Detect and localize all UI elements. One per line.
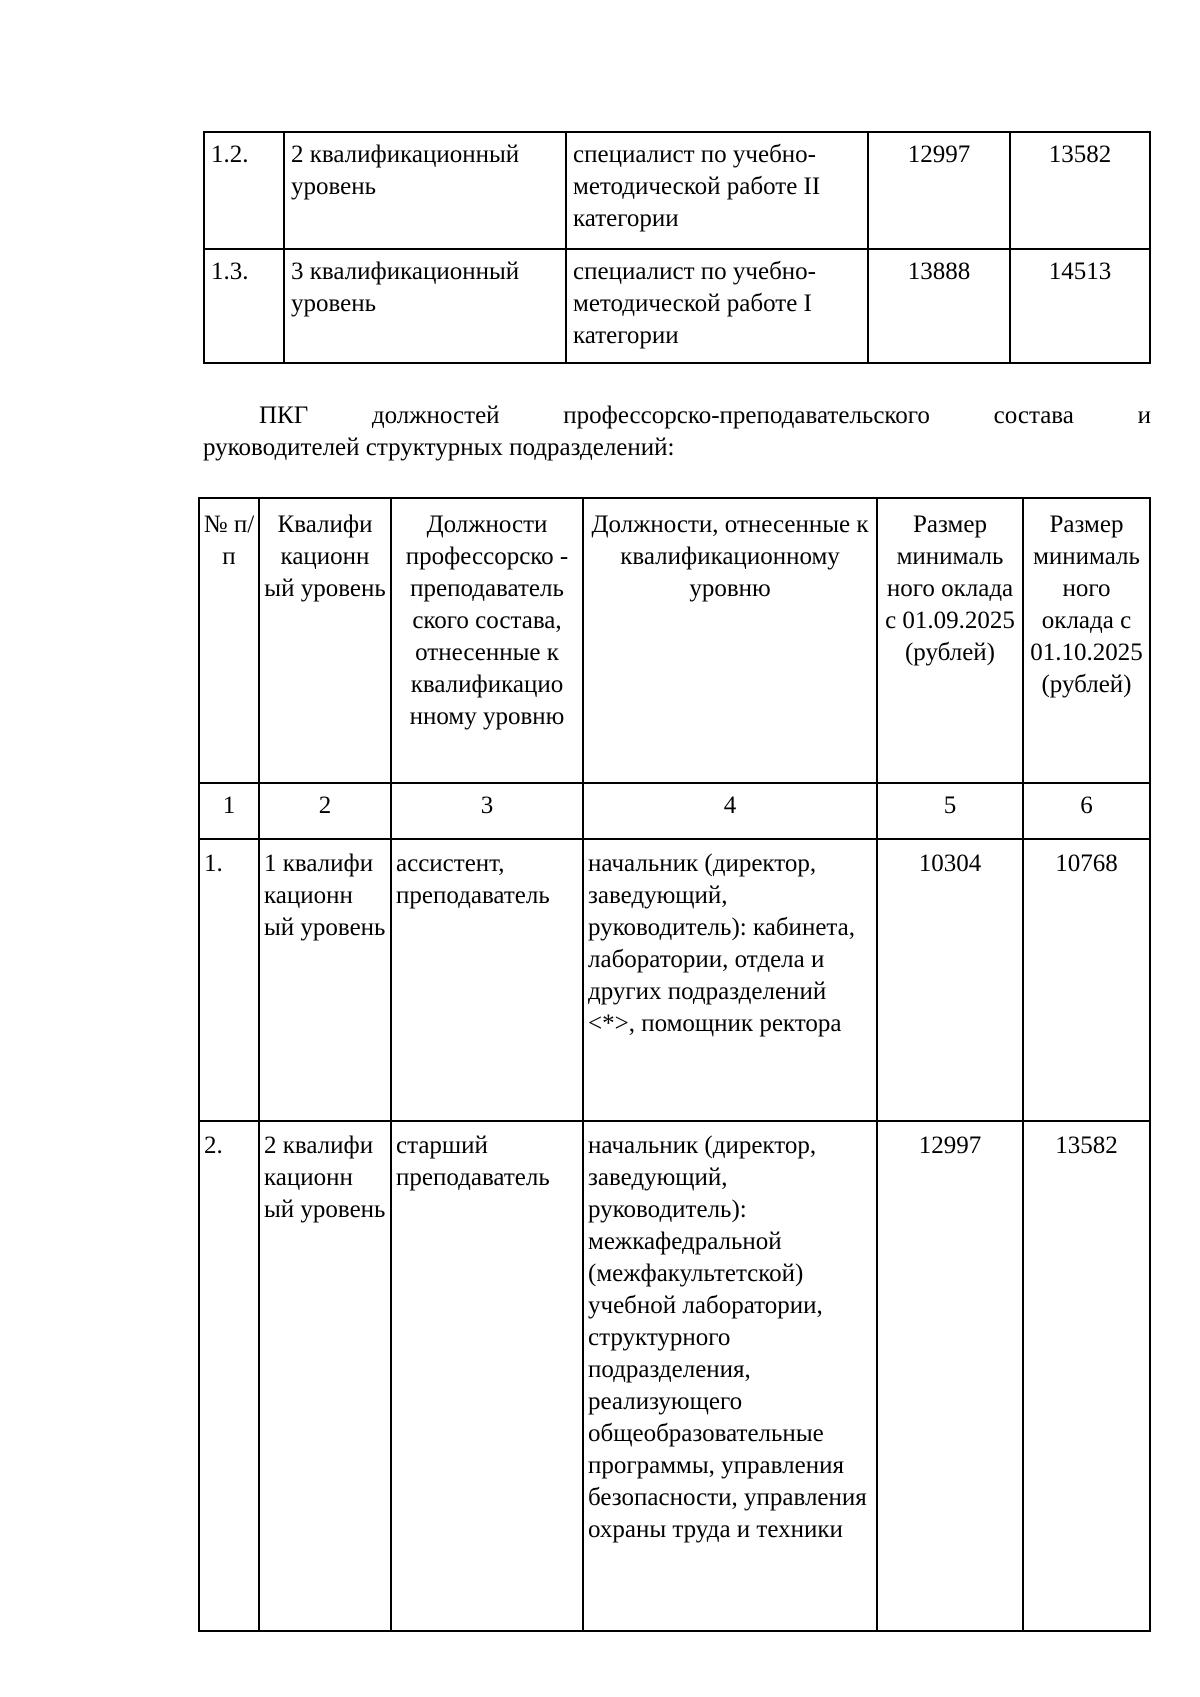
pps-positions: ассистент, преподаватель xyxy=(391,839,583,1121)
paragraph-line-1 xyxy=(203,400,1151,432)
qualification-level: 2 квалификационный уровень xyxy=(284,132,566,249)
header-salary-oct: Размер минималь ного оклада с 01.10.2025 (рублей) xyxy=(1023,498,1150,783)
qualification-level: 2 квалифи кационн ый уровень xyxy=(259,1121,391,1631)
column-index: 6 xyxy=(1023,783,1150,839)
column-index: 1 xyxy=(199,783,259,839)
row-number: 1. xyxy=(199,839,259,1121)
row-number: 2. xyxy=(199,1121,259,1631)
salary-sep: 10304 xyxy=(877,839,1023,1121)
related-positions: начальник (директор, заведующий, руководитель): межкафедральной (межфакультетской) учебной лаборатории, структурного подразделения, реализующего общеобразовательные программы, управления безопасности, управления охраны труда и техники xyxy=(583,1121,877,1631)
column-index: 3 xyxy=(391,783,583,839)
salary-sep: 12997 xyxy=(877,1121,1023,1631)
word: профессорско-преподавательского xyxy=(563,402,930,429)
row-number: 1.3. xyxy=(204,249,284,363)
salary-oct: 13582 xyxy=(1023,1121,1150,1631)
qualification-level: 3 квалификационный уровень xyxy=(284,249,566,363)
column-index-row xyxy=(199,783,1150,839)
salary-oct: 14513 xyxy=(1010,249,1150,363)
salary-sep: 13888 xyxy=(868,249,1010,363)
related-positions: начальник (директор, заведующий, руководитель): кабинета, лаборатории, отдела и других подразделений <*>, помощник ректора xyxy=(583,839,877,1121)
row-number: 1.2. xyxy=(204,132,284,249)
position-name: специалист по учебно-методической работе I категории xyxy=(566,249,868,363)
column-index: 5 xyxy=(877,783,1023,839)
table-row xyxy=(199,839,1150,1121)
column-index: 4 xyxy=(583,783,877,839)
word: ПКГ xyxy=(259,402,309,429)
paragraph-line-2: руководителей структурных подразделений: xyxy=(203,434,675,461)
header-num: № п/п xyxy=(199,498,259,783)
word: и xyxy=(1137,402,1151,429)
table-row xyxy=(199,1121,1150,1631)
salary-sep: 12997 xyxy=(868,132,1010,249)
position-name: специалист по учебно-методической работе II категории xyxy=(566,132,868,249)
header-level: Квалифи кационн ый уровень xyxy=(259,498,391,783)
header-positions: Должности, отнесенные к квалификационному уровню xyxy=(583,498,877,783)
salary-oct: 13582 xyxy=(1010,132,1150,249)
table-row xyxy=(204,132,1150,249)
column-index: 2 xyxy=(259,783,391,839)
qualification-table-2 xyxy=(198,497,1151,1632)
qualification-table-1 xyxy=(203,131,1151,364)
word: состава xyxy=(993,402,1074,429)
header-salary-sep: Размер минималь ного оклада с 01.09.2025 (рублей) xyxy=(877,498,1023,783)
word: должностей xyxy=(371,402,500,429)
pps-positions: старший преподаватель xyxy=(391,1121,583,1631)
header-pps: Должности профессорско - преподаватель ского состава, отнесенные к квалификацио нному уровню xyxy=(391,498,583,783)
section-paragraph xyxy=(203,400,1151,464)
qualification-level: 1 квалифи кационн ый уровень xyxy=(259,839,391,1121)
salary-oct: 10768 xyxy=(1023,839,1150,1121)
table-row xyxy=(204,249,1150,363)
table-header-row xyxy=(199,498,1150,783)
